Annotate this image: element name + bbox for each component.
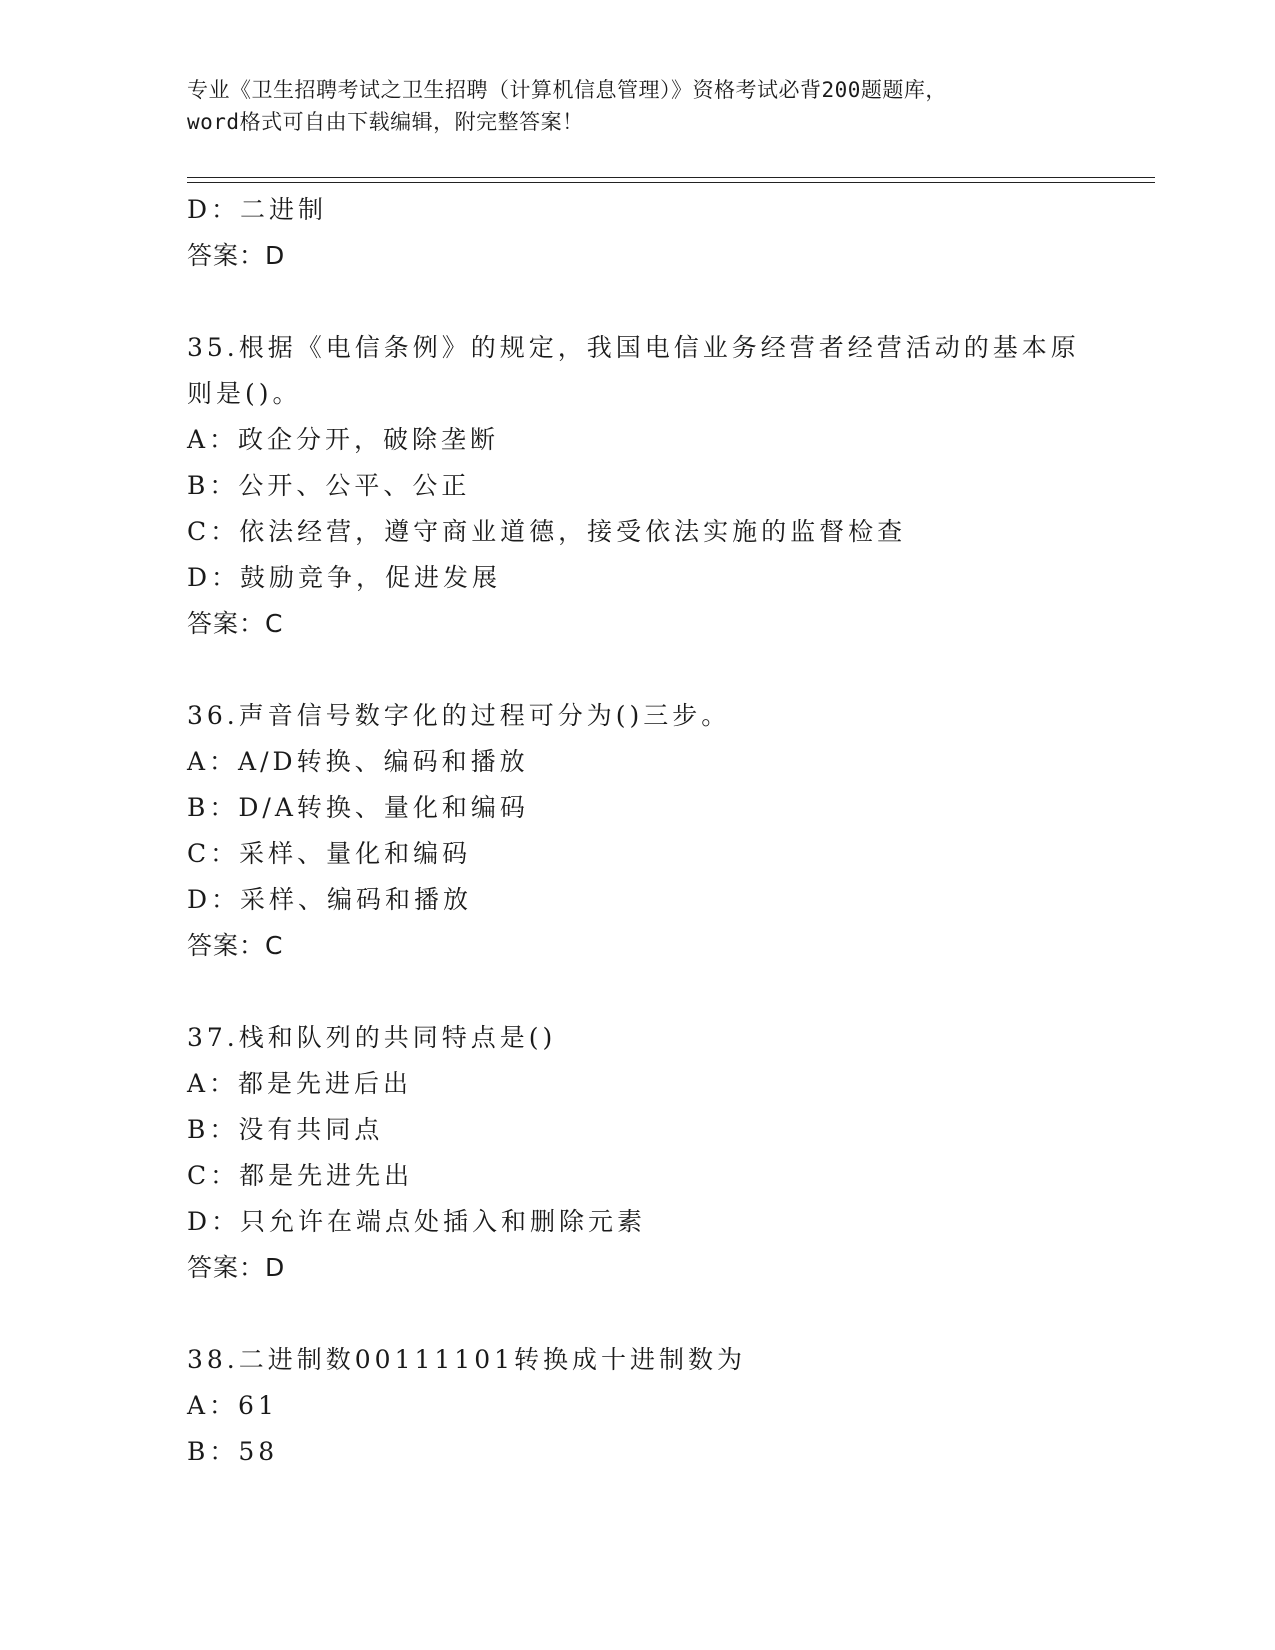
option-b: B：58 (187, 1437, 279, 1466)
option-b: B：没有共同点 (187, 1115, 384, 1144)
option-d: D：二进制 (187, 195, 328, 224)
header-rule-bottom (187, 182, 1155, 183)
spacer (187, 969, 1147, 1015)
question-35 (187, 325, 1147, 647)
header-title-line-1: 专业《卫生招聘考试之卫生招聘（计算机信息管理）》资格考试必背200题题库， (187, 78, 947, 102)
question-37 (187, 1015, 1147, 1291)
option-a: A：61 (187, 1391, 278, 1420)
option-b: B：公开、公平、公正 (187, 471, 471, 500)
question-38 (187, 1337, 1147, 1475)
question-list (187, 187, 1147, 1475)
header-title-line-2: word格式可自由下载编辑，附完整答案！ (187, 110, 584, 134)
option-b: B：D/A转换、量化和编码 (187, 793, 529, 822)
spacer (187, 1291, 1147, 1337)
question-stem: 36.声音信号数字化的过程可分为()三步。 (187, 701, 731, 730)
answer-line: 答案：C (187, 931, 284, 960)
option-c: C：采样、量化和编码 (187, 839, 472, 868)
option-a: A：都是先进后出 (187, 1069, 413, 1098)
spacer (187, 647, 1147, 693)
option-d: D：鼓励竞争，促进发展 (187, 563, 502, 592)
option-d: D：只允许在端点处插入和删除元素 (187, 1207, 647, 1236)
answer-line: 答案：C (187, 609, 284, 638)
header-rule-top (187, 177, 1155, 178)
document-header (187, 74, 1087, 138)
option-a: A：A/D转换、编码和播放 (187, 747, 529, 776)
question-stem-continued: 则是()。 (187, 379, 302, 408)
option-d: D：采样、编码和播放 (187, 885, 473, 914)
previous-question-tail (187, 187, 1147, 279)
spacer (187, 279, 1147, 325)
answer-line: 答案：D (187, 1253, 286, 1282)
question-stem: 37.栈和队列的共同特点是() (187, 1023, 557, 1052)
option-a: A：政企分开，破除垄断 (187, 425, 500, 454)
option-c: C：都是先进先出 (187, 1161, 414, 1190)
option-c: C：依法经营，遵守商业道德，接受依法实施的监督检查 (187, 517, 907, 546)
question-stem: 38.二进制数00111101转换成十进制数为 (187, 1345, 747, 1374)
question-36 (187, 693, 1147, 969)
answer-line: 答案：D (187, 241, 286, 270)
question-stem: 35.根据《电信条例》的规定，我国电信业务经营者经营活动的基本原 (187, 333, 1080, 362)
